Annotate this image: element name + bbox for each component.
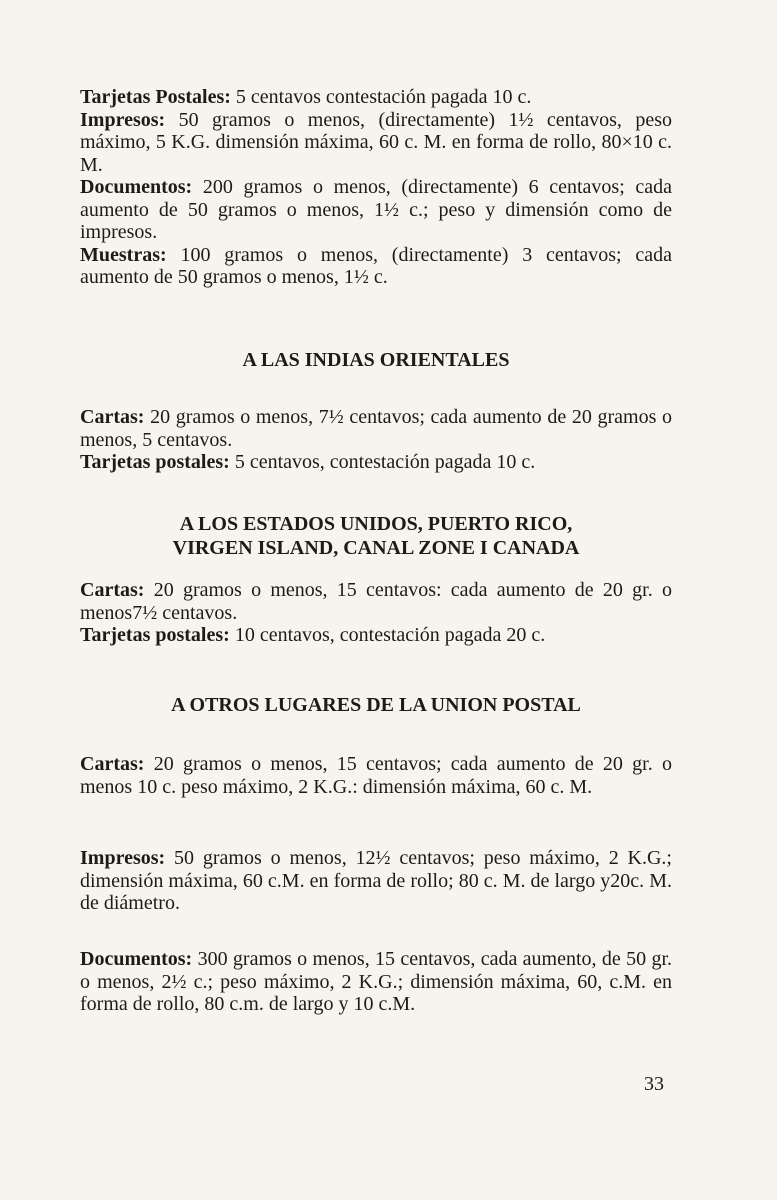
label: Tarjetas postales: bbox=[80, 624, 230, 646]
label: Impresos: bbox=[80, 847, 166, 869]
text: 5 centavos, contestación pagada 10 c. bbox=[229, 451, 536, 473]
paragraph-muestras bbox=[80, 244, 672, 289]
text: 300 gramos o menos, 15 centavos, cada aumento, de 50 gr. o menos, 2½ c.; peso máximo, 2 K.G.; dimensión máxima, 60, c.M. en forma de rollo, 80 c.m. de largo y 10 c.M. bbox=[80, 948, 672, 1015]
text: 20 gramos o menos, 7½ centavos; cada aumento de 20 gramos o menos, 5 centavos. bbox=[80, 406, 672, 451]
label: Tarjetas Postales: bbox=[80, 86, 231, 108]
label: Tarjetas postales: bbox=[80, 451, 230, 473]
section-rates-continued bbox=[80, 86, 672, 289]
paragraph-impresos bbox=[80, 109, 672, 177]
text: 20 gramos o menos, 15 centavos; cada aumento de 20 gr. o menos 10 c. peso máximo, 2 K.G.: dimensión máxima, 60 c. M. bbox=[80, 753, 672, 798]
label: Cartas: bbox=[80, 579, 145, 601]
text: 20 gramos o menos, 15 centavos: cada aumento de 20 gr. o menos7½ centavos. bbox=[80, 579, 672, 624]
paragraph-tarjetas-postales bbox=[80, 624, 672, 647]
page-number: 33 bbox=[644, 1073, 664, 1095]
heading-otros-lugares: A OTROS LUGARES DE LA UNION POSTAL bbox=[171, 694, 581, 716]
paragraph-impresos bbox=[80, 847, 672, 915]
paragraph-cartas bbox=[80, 753, 672, 798]
label: Muestras: bbox=[80, 243, 167, 266]
heading-estados-unidos-line1: A LOS ESTADOS UNIDOS, PUERTO RICO, bbox=[179, 513, 573, 535]
section-otros-lugares-cartas bbox=[80, 753, 672, 798]
paragraph-tarjetas-postales bbox=[80, 451, 672, 474]
paragraph-cartas bbox=[80, 579, 672, 624]
heading-indias-orientales: A LAS INDIAS ORIENTALES bbox=[242, 349, 510, 371]
paragraph-cartas bbox=[80, 406, 672, 451]
text: 50 gramos o menos, 12½ centavos; peso máximo, 2 K.G.; dimensión máxima, 60 c.M. en forma de rollo; 80 c. M. de largo y20c. M. de diámetro. bbox=[80, 847, 672, 914]
paragraph-documentos bbox=[80, 948, 672, 1016]
label: Documentos: bbox=[80, 176, 193, 198]
label: Cartas: bbox=[80, 406, 145, 428]
text: 10 centavos, contestación pagada 20 c. bbox=[229, 624, 546, 646]
section-otros-lugares-impresos bbox=[80, 847, 672, 915]
section-estados-unidos bbox=[80, 579, 672, 647]
paragraph-tarjetas-postales bbox=[80, 86, 672, 109]
label: Cartas: bbox=[80, 753, 145, 775]
text: 200 gramos o menos, (directamente) 6 centavos; cada aumento de 50 gramos o menos, 1½ c.; peso y dimensión como de impresos. bbox=[80, 176, 672, 243]
text: 5 centavos contestación pagada 10 c. bbox=[230, 86, 532, 108]
text: 50 gramos o menos, (directamente) 1½ centavos, peso máximo, 5 K.G. dimensión máxima, 60 c. M. en forma de rollo, 80×10 c. M. bbox=[80, 108, 672, 176]
label: Documentos: bbox=[80, 948, 193, 970]
text: 100 gramos o menos, (directamente) 3 centavos; cada aumento de 50 gramos o menos, 1½ c. bbox=[80, 243, 672, 288]
section-indias-orientales bbox=[80, 406, 672, 474]
heading-estados-unidos-line2: VIRGEN ISLAND, CANAL ZONE I CANADA bbox=[172, 537, 580, 559]
section-otros-lugares-documentos bbox=[80, 948, 672, 1016]
paragraph-documentos bbox=[80, 176, 672, 244]
label: Impresos: bbox=[80, 108, 166, 131]
